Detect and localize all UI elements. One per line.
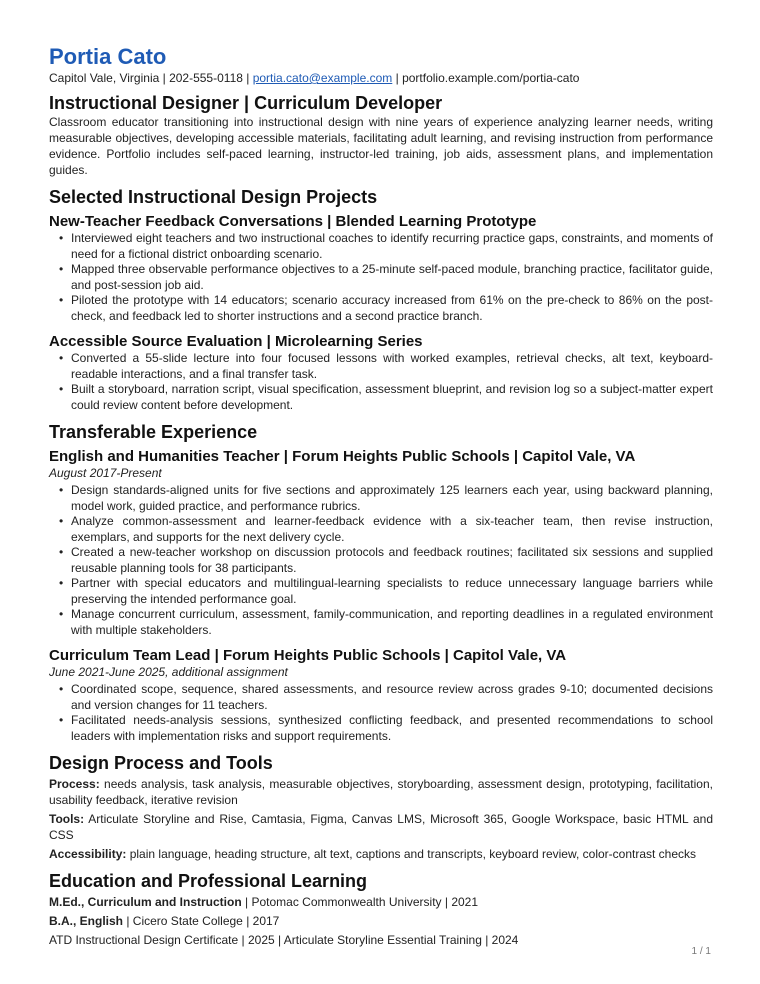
project-title: Accessible Source Evaluation | Microlearning Series [49, 333, 423, 350]
bullet-item: • Created a new-teacher workshop on discussion protocols and feedback routines; facilitated six sessions and supplied reusable planning tools for 38 participants. [71, 545, 713, 576]
experience-section [49, 447, 713, 744]
project-title: New-Teacher Feedback Conversations | Blended Learning Prototype [49, 213, 537, 230]
page-number: 1 / 1 [691, 946, 711, 957]
section-heading-education: Education and Professional Learning [49, 871, 368, 891]
project-bullets [49, 231, 713, 324]
projects-section [49, 212, 713, 413]
process-section [49, 776, 713, 862]
bullet-item: • Partner with special educators and multilingual-learning specialists to reduce unnecessary language barriers while preserving the intended performance goal. [71, 576, 713, 607]
bullet-item: • Coordinated scope, sequence, shared assessments, and resource review across grades 9-10; documented decisions and version changes for 11 teachers. [71, 682, 713, 713]
job-date: August 2017-Present [49, 466, 162, 480]
section-heading-process: Design Process and Tools [49, 753, 273, 773]
bullet-item: • Facilitated needs-analysis sessions, synthesized conflicting feedback, and presented recommendations to school leaders with implementation risks and support requirements. [71, 713, 713, 744]
candidate-name: Portia Cato [49, 44, 167, 69]
section-heading-experience: Transferable Experience [49, 422, 258, 442]
row-label: Process: [49, 777, 100, 791]
bullet-item: • Mapped three observable performance objectives to a 25-minute self-paced module, branching practice, facilitator guide, and post-session job aid. [71, 262, 713, 293]
bullet-item: • Design standards-aligned units for five sections and approximately 125 learners each year, using backward planning, model work, guided practice, and performance rubrics. [71, 483, 713, 514]
certificate-row [49, 932, 713, 948]
job-bullets [49, 483, 713, 638]
education-section [49, 894, 713, 948]
row-label: Accessibility: [49, 847, 127, 861]
tools-row [49, 811, 713, 843]
job-date: June 2021-June 2025, additional assignment [49, 665, 288, 679]
row-text: plain language, heading structure, alt text, captions and transcripts, keyboard review, color-contrast checks [126, 847, 697, 861]
summary: Classroom educator transitioning into instructional design with nine years of experience analyzing learner needs, writing measurable objectives, developing accessible materials, facilitating adult learning, and revising instruction from performance evidence. Portfolio includes self-paced learning, instructor-led training, job aids, assessment plans, and implementation guides. [49, 115, 713, 177]
certificate-detail: ATD Instructional Design Certificate | 2025 | Articulate Storyline Essential Training | 2024 [49, 933, 519, 947]
row-text: needs analysis, task analysis, measurable objectives, storyboarding, assessment design, prototyping, facilitation, usability feedback, iterative revision [49, 777, 713, 807]
email-link[interactable]: portia.cato@example.com [252, 71, 393, 85]
degree-label: B.A., English [49, 914, 124, 928]
degree-label: M.Ed., Curriculum and Instruction [49, 895, 242, 909]
education-row [49, 894, 713, 910]
process-row [49, 776, 713, 808]
job-title: Curriculum Team Lead | Forum Heights Public Schools | Capitol Vale, VA [49, 647, 567, 664]
location-phone: Capitol Vale, Virginia | 202-555-0118 | [49, 71, 253, 85]
bullet-item: • Piloted the prototype with 14 educators; scenario accuracy increased from 61% on the pre-check to 86% on the post-check, and feedback led to shorter instructions and a second practice branch. [71, 293, 713, 324]
accessibility-row [49, 846, 713, 862]
degree-detail: | Potomac Commonwealth University | 2021 [241, 895, 479, 909]
bullet-item: • Built a storyboard, narration script, visual specification, assessment blueprint, and revision log so a subject-matter expert could review content before development. [71, 382, 713, 413]
row-text: Articulate Storyline and Rise, Camtasia, Figma, Canvas LMS, Microsoft 365, Google Workspace, basic HTML and CSS [49, 812, 713, 842]
project-bullets [49, 351, 713, 413]
section-heading-projects: Selected Instructional Design Projects [49, 187, 378, 207]
bullet-item: • Manage concurrent curriculum, assessment, family-communication, and reporting deadlines in a regulated environment with multiple stakeholders. [71, 607, 713, 638]
bullet-item: • Converted a 55-slide lecture into four focused lessons with worked examples, retrieval checks, alt text, keyboard-readable interactions, and a final transfer task. [71, 351, 713, 382]
portfolio-url: | portfolio.example.com/portia-cato [392, 71, 580, 85]
degree-detail: | Cicero State College | 2017 [123, 914, 280, 928]
bullet-item: • Interviewed eight teachers and two instructional coaches to identify recurring practice gaps, constraints, and moments of need for a fictional district onboarding scenario. [71, 231, 713, 262]
row-label: Tools: [49, 812, 85, 826]
contact-line [49, 70, 713, 86]
job-bullets [49, 682, 713, 744]
headline: Instructional Designer | Curriculum Developer [49, 93, 443, 113]
bullet-item: • Analyze common-assessment and learner-feedback evidence with a six-teacher team, then revise instruction, exemplars, and supports for the next delivery cycle. [71, 514, 713, 545]
job-title: English and Humanities Teacher | Forum Heights Public Schools | Capitol Vale, VA [49, 448, 636, 465]
resume-page [49, 44, 713, 951]
education-row [49, 913, 713, 929]
